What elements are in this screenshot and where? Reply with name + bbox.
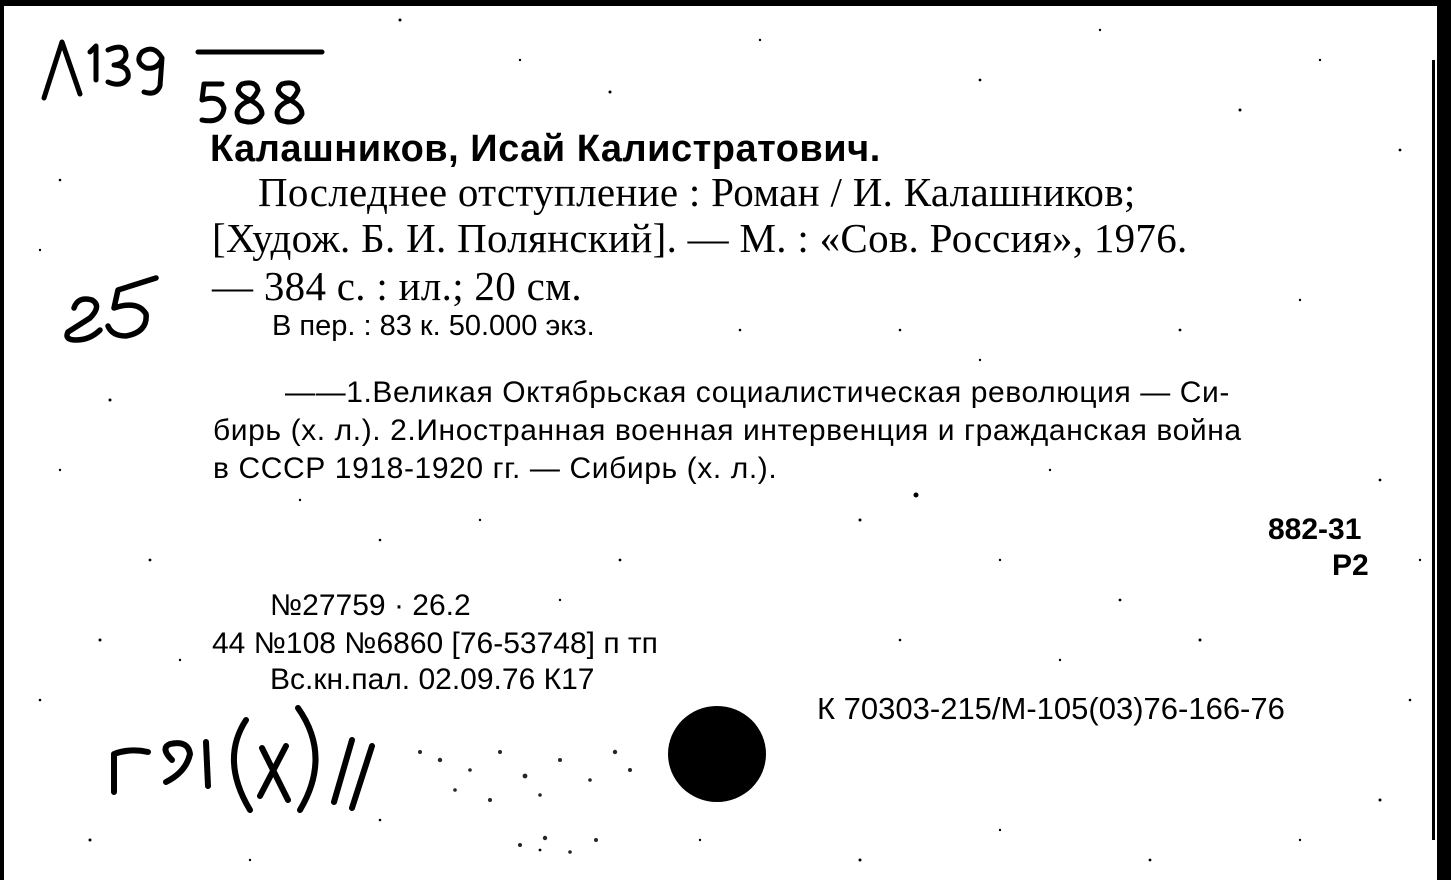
description-line-1: Последнее отступление : Роман / И. Калашников; bbox=[258, 169, 1136, 215]
author-heading: Калашников, Исай Калистратович. bbox=[210, 128, 881, 170]
number-line-1: №27759 · 26.2 bbox=[270, 589, 471, 622]
card-left-edge bbox=[0, 0, 4, 880]
description-line-2: [Худож. Б. И. Полянский]. — М. : «Сов. Россия», 1976. bbox=[212, 215, 1188, 261]
subject-line-2: бирь (х. л.). 2.Иностранная военная интервенция и гражданская война bbox=[213, 414, 1242, 447]
card-right-inner-edge bbox=[1432, 60, 1435, 840]
description-line-3: — 384 с. : ил.; 20 см. bbox=[212, 263, 582, 309]
number-line-3: Вс.кн.пал. 02.09.76 К17 bbox=[270, 663, 595, 696]
subject-line-3: в СССР 1918-1920 гг. — Сибирь (х. л.). bbox=[213, 452, 778, 485]
card-right-edge bbox=[1437, 0, 1451, 880]
classification-code: 882-31 bbox=[1268, 513, 1362, 546]
subject-line-1: ——1.Великая Октябрьская социалистическая революция — Си- bbox=[285, 376, 1230, 409]
price-line: В пер. : 83 к. 50.000 экз. bbox=[272, 310, 595, 342]
handwritten-call-number bbox=[36, 30, 336, 130]
classification-author-mark: Р2 bbox=[1332, 549, 1369, 582]
number-line-2: 44 №108 №6860 [76-53748] п тп bbox=[212, 627, 658, 660]
punch-hole bbox=[668, 706, 766, 802]
card-top-edge bbox=[0, 0, 1451, 6]
handwritten-side-mark bbox=[60, 270, 170, 350]
handwritten-bottom-mark bbox=[100, 690, 400, 830]
k-code: К 70303-215/М-105(03)76-166-76 bbox=[817, 691, 1285, 726]
